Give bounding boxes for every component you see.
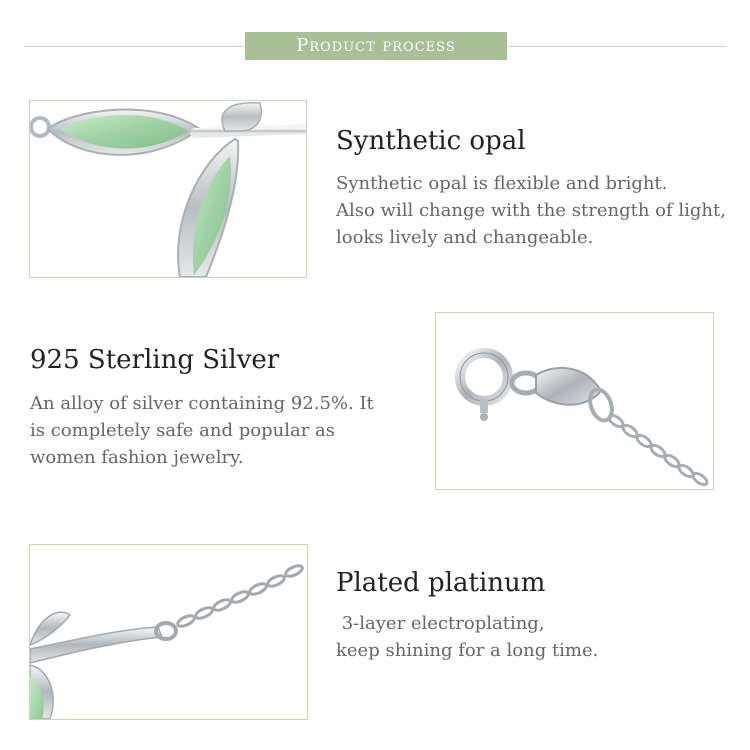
section-title-platinum: Plated platinum — [336, 568, 546, 598]
header-line-left — [24, 46, 245, 47]
desc-line: Synthetic opal is flexible and bright. — [336, 173, 668, 194]
section-desc-silver — [30, 390, 374, 471]
header-line-right — [507, 46, 726, 47]
section-desc-platinum — [336, 610, 598, 664]
desc-line: An alloy of silver containing 92.5%. It — [30, 393, 374, 414]
desc-line: women fashion jewelry. — [30, 447, 244, 468]
opal-leaf-image — [30, 101, 306, 277]
section-desc-opal — [336, 170, 726, 251]
opal-image-frame — [29, 100, 307, 278]
silver-clasp-image — [436, 313, 713, 489]
section-title-opal: Synthetic opal — [336, 126, 526, 156]
clasp-image-frame — [435, 312, 714, 490]
desc-line: 3-layer electroplating, — [336, 613, 545, 634]
section-banner: Product process — [245, 32, 507, 60]
section-title-silver: 925 Sterling Silver — [30, 345, 280, 375]
platinum-chain-image — [30, 545, 307, 719]
desc-line: looks lively and changeable. — [336, 227, 594, 248]
desc-line: is completely safe and popular as — [30, 420, 335, 441]
desc-line: Also will change with the strength of light, — [336, 200, 726, 221]
chain-image-frame — [29, 544, 308, 720]
desc-line: keep shining for a long time. — [336, 640, 599, 661]
